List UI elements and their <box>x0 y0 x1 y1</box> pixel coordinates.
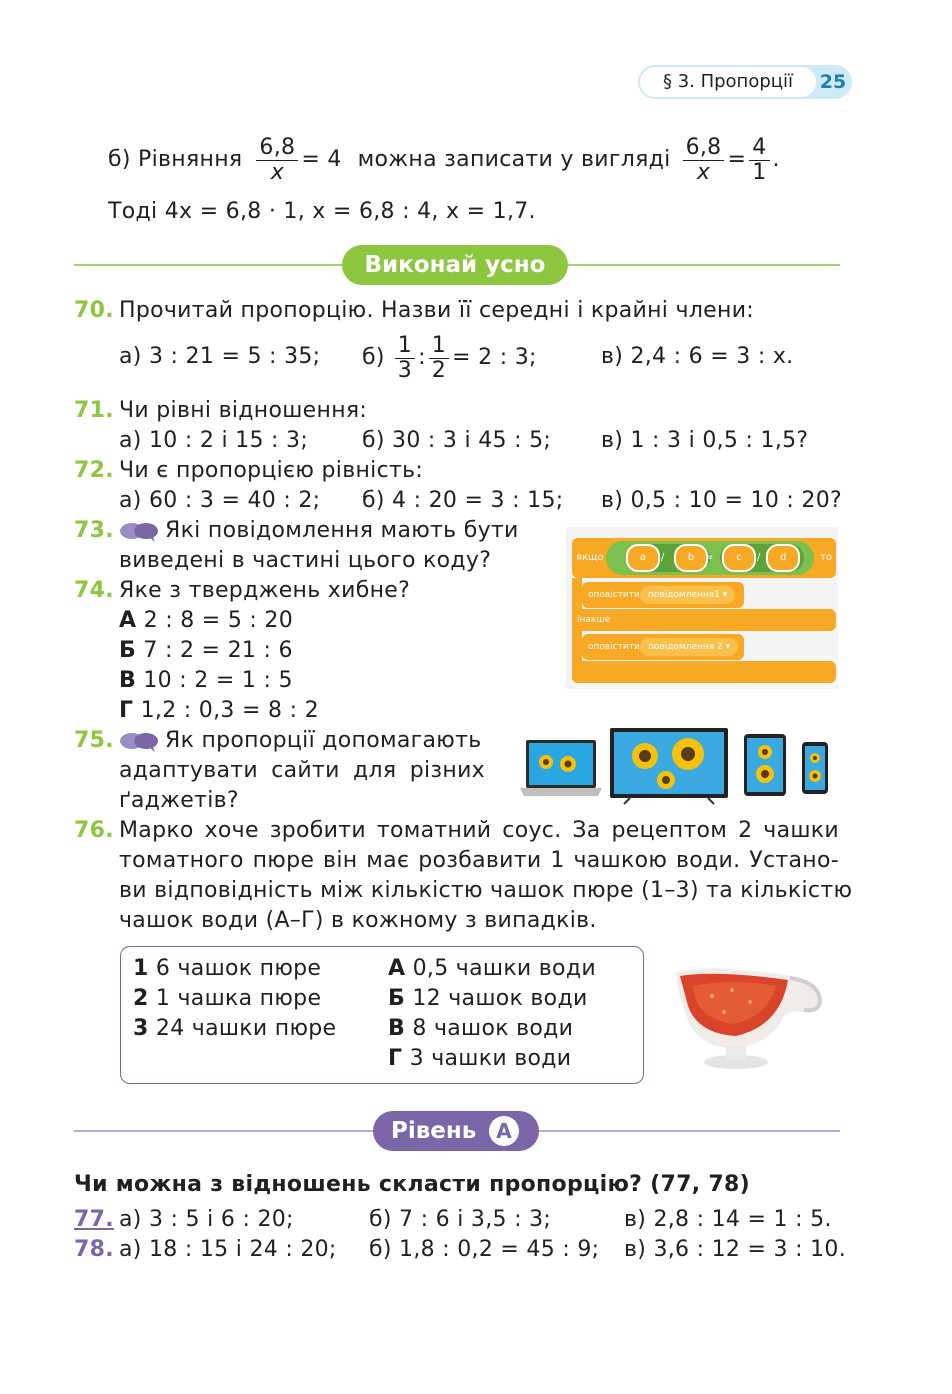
option-c: в) 2,8 : 14 = 1 : 5. <box>624 1207 832 1232</box>
match-right-item <box>388 1044 571 1074</box>
level-label: Рівень <box>391 1118 477 1144</box>
option-b <box>362 328 537 388</box>
option-a: а) 18 : 15 і 24 : 20; <box>119 1237 337 1262</box>
exercise-number: 72. <box>74 458 114 483</box>
item-text: 8 чашок води <box>412 1016 574 1041</box>
item-key: Б <box>388 986 406 1011</box>
option-letter: Г <box>119 698 134 723</box>
frac-denominator: 2 <box>431 357 447 383</box>
match-right-item <box>388 1014 573 1044</box>
exercise-number: 73. <box>74 518 114 543</box>
var-c: c <box>722 544 756 572</box>
exercise-text: Прочитай пропорцію. Назви її середні і крайні члени: <box>119 298 755 323</box>
equation-rhs: = 4 <box>301 147 342 172</box>
exercise-text-line: Марко хоче зробити томатний соус. За рецептом 2 чашки <box>119 818 839 843</box>
frac-denominator: 3 <box>397 357 413 383</box>
option-a: а) 3 : 21 = 5 : 35; <box>119 344 321 369</box>
option-letter: В <box>119 668 137 693</box>
item-key: 2 <box>133 986 149 1011</box>
item-key: Г <box>388 1046 403 1071</box>
frac-numerator: 4 <box>749 136 769 161</box>
option-text: 10 : 2 = 1 : 5 <box>143 668 293 693</box>
exercise-number: 76. <box>74 818 114 843</box>
else-block <box>572 609 836 631</box>
fraction <box>749 136 769 185</box>
item-text: 0,5 чашки води <box>412 956 596 981</box>
intro-middle: можна записати у вигляді <box>357 147 671 172</box>
section-title: § 3. Пропорції <box>640 67 816 97</box>
option-label: б) <box>362 345 385 370</box>
oral-badge: Виконай усно <box>342 245 568 285</box>
message-1-dropdown: повідомлення1 ▾ <box>640 586 735 604</box>
frac-numerator: 1 <box>429 334 449 359</box>
option-rest: = 2 : 3; <box>452 345 537 370</box>
exercise-text-line: чашок води (А–Г) в кожному з випадків. <box>119 908 597 933</box>
exercise-number: 74. <box>74 578 114 603</box>
option-b: б) 1,8 : 0,2 = 45 : 9; <box>369 1237 600 1262</box>
frac-denominator: 1 <box>752 159 767 185</box>
frac-numerator: 6,8 <box>256 136 298 161</box>
end-block <box>572 661 836 683</box>
intro-prefix: б) Рівняння <box>108 147 243 172</box>
discussion-icon <box>119 521 159 541</box>
exercise-number: 75. <box>74 728 114 753</box>
else-label: інакше <box>577 615 611 625</box>
exercise-text: Яке з тверджень хибне? <box>119 578 411 603</box>
say-label: оповістити <box>588 642 640 652</box>
option-b: б) 7 : 6 і 3,5 : 3; <box>369 1207 552 1232</box>
option-text: 2 : 8 = 5 : 20 <box>143 608 294 633</box>
option-row <box>119 636 293 666</box>
option-letter: А <box>119 608 137 633</box>
exercise-number: 78. <box>74 1237 114 1262</box>
option-text: 1,2 : 0,3 = 8 : 2 <box>140 698 319 723</box>
sauce-boat-image <box>672 956 832 1076</box>
match-left-item <box>133 1014 336 1044</box>
message-2-dropdown: повідомлення 2 ▾ <box>640 638 738 656</box>
exercise-number-link[interactable]: 77. <box>74 1207 114 1232</box>
option-b: б) 4 : 20 = 3 : 15; <box>362 488 564 513</box>
option-c: в) 0,5 : 10 = 10 : 20? <box>601 488 843 513</box>
equals: = <box>705 552 714 563</box>
page-number: 25 <box>819 71 847 93</box>
fraction <box>395 334 415 383</box>
item-key: 3 <box>133 1016 149 1041</box>
level-letter: А <box>489 1116 519 1146</box>
period: . <box>772 147 780 172</box>
discussion-icon <box>119 731 159 751</box>
item-text: 1 чашка пюре <box>155 986 322 1011</box>
colon: : <box>418 345 426 370</box>
slash: / <box>757 552 761 563</box>
option-c: в) 3,6 : 12 = 3 : 10. <box>624 1237 847 1262</box>
option-a: а) 3 : 5 і 6 : 20; <box>119 1207 294 1232</box>
match-right-item <box>388 954 596 984</box>
option-a: а) 10 : 2 і 15 : 3; <box>119 428 309 453</box>
if-label: якщо <box>576 552 604 563</box>
frac-numerator: 6,8 <box>683 136 725 161</box>
fraction <box>683 136 725 185</box>
text: Які повідомлення мають бути <box>165 518 519 543</box>
item-key: 1 <box>133 956 149 981</box>
say-label: оповістити <box>588 590 640 600</box>
slash: / <box>661 552 665 563</box>
var-d: d <box>766 544 800 572</box>
then-label: то <box>820 552 832 563</box>
item-text: 3 чашки води <box>409 1046 572 1071</box>
level-badge <box>373 1111 539 1151</box>
option-c: в) 1 : 3 і 0,5 : 1,5? <box>601 428 809 453</box>
option-row <box>119 696 319 726</box>
frac-denominator: x <box>270 159 285 185</box>
exercise-text-line: виведені в частині цього коду? <box>119 548 492 573</box>
frac-denominator: x <box>696 159 711 185</box>
option-a: а) 60 : 3 = 40 : 2; <box>119 488 321 513</box>
var-b: b <box>674 544 708 572</box>
frac-numerator: 1 <box>395 334 415 359</box>
exercise-text-line: ви відповідність між кількістю чашок пюре (1–3) та кількістю <box>119 878 853 903</box>
exercise-number: 70. <box>74 298 114 323</box>
item-key: В <box>388 1016 406 1041</box>
equals-sign: = <box>727 147 747 172</box>
fraction <box>256 136 298 185</box>
fraction <box>429 334 449 383</box>
match-left-item <box>133 954 321 984</box>
exercise-text: Чи рівні відношення: <box>119 398 368 423</box>
exercise-text-line: ґаджетів? <box>119 788 239 813</box>
item-key: А <box>388 956 406 981</box>
item-text: 24 чашки пюре <box>155 1016 337 1041</box>
exercise-text-line: томатного пюре він має розбавити 1 чашкою води. Устано- <box>119 848 839 873</box>
question-heading: Чи можна з відношень скласти пропорцію? (77, 78) <box>74 1172 750 1197</box>
option-row <box>119 606 293 636</box>
intro-line-2: Тоді 4x = 6,8 · 1, x = 6,8 : 4, x = 1,7. <box>108 199 536 224</box>
exercise-text: Чи є пропорцією рівність: <box>119 458 424 483</box>
option-c: в) 2,4 : 6 = 3 : x. <box>601 344 794 369</box>
item-text: 6 чашок пюре <box>155 956 322 981</box>
exercise-text-line <box>119 726 482 756</box>
text: Як пропорції допомагають <box>165 728 482 753</box>
intro-line-1 <box>108 130 780 190</box>
match-left-item <box>133 984 321 1014</box>
devices-image <box>520 726 840 806</box>
option-row <box>119 666 293 696</box>
exercise-text-line <box>119 516 519 546</box>
option-text: 7 : 2 = 21 : 6 <box>143 638 293 663</box>
match-right-item <box>388 984 588 1014</box>
item-text: 12 чашок води <box>412 986 588 1011</box>
option-letter: Б <box>119 638 137 663</box>
option-b: б) 30 : 3 і 45 : 5; <box>362 428 552 453</box>
exercise-number: 71. <box>74 398 114 423</box>
exercise-text-line: адаптувати сайти для різних <box>119 758 485 783</box>
var-a: a <box>626 544 660 572</box>
